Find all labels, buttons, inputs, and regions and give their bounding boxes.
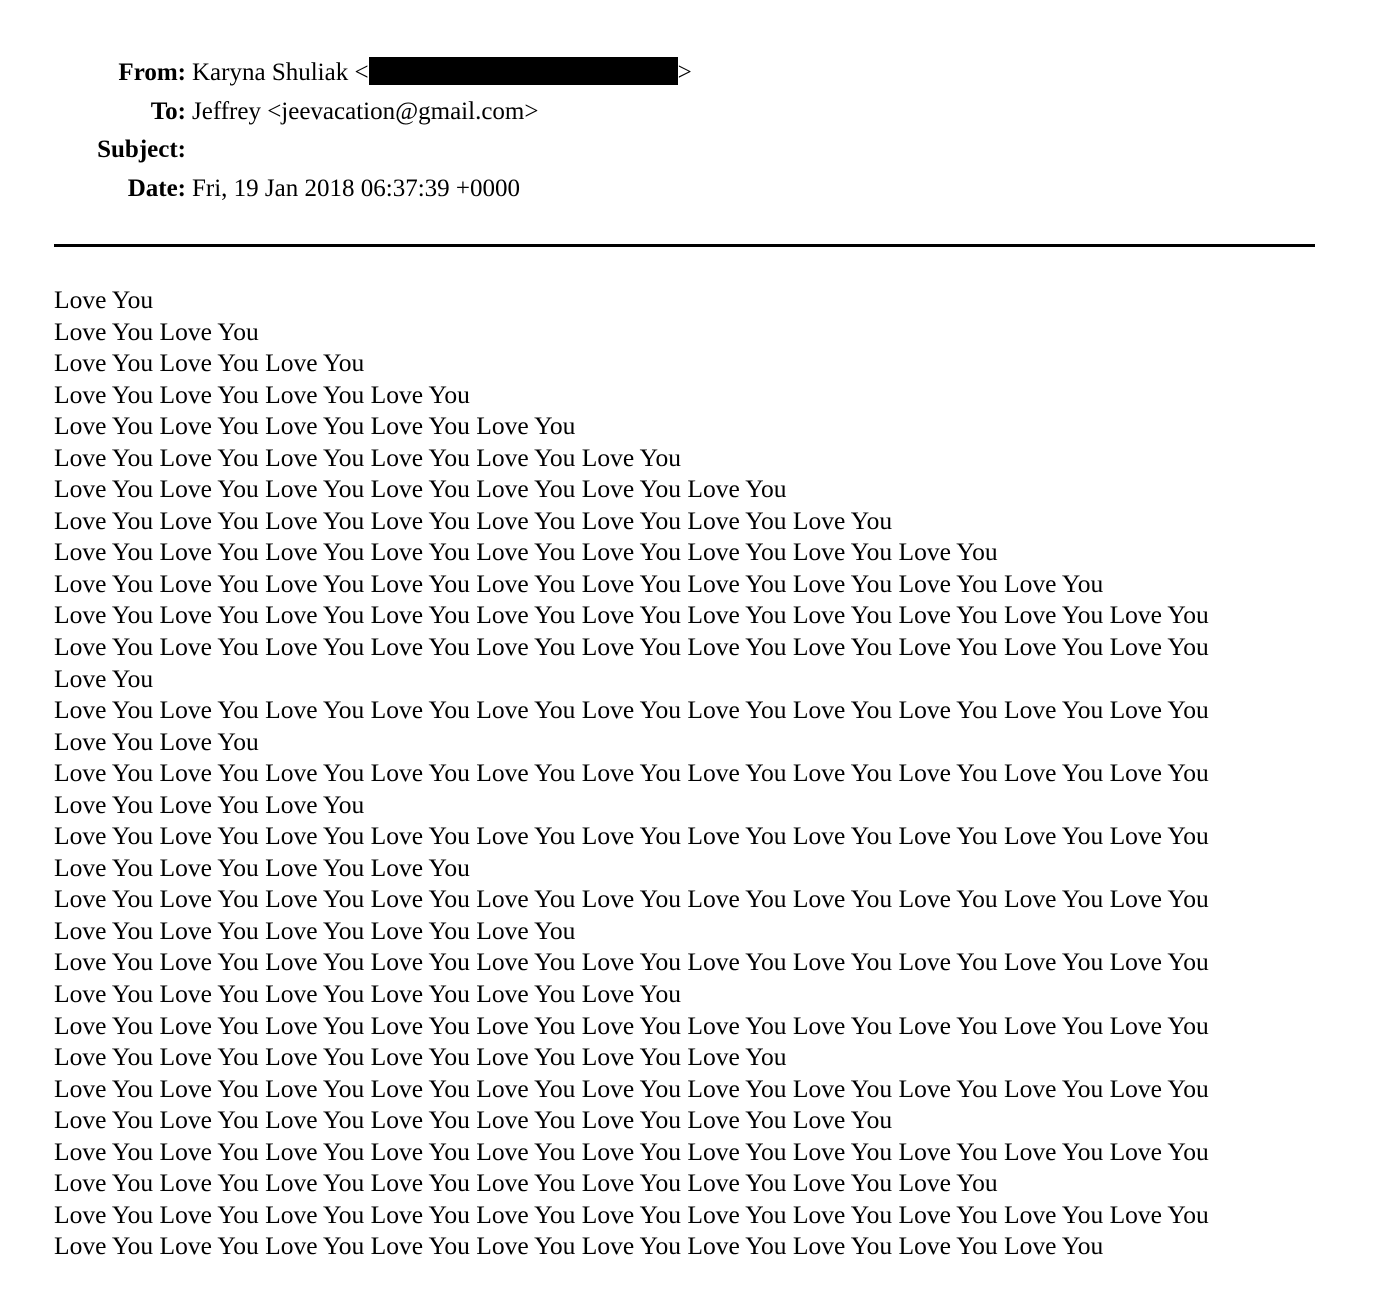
body-line: Love You Love You Love You Love You Love You Love You Love You Love You Love You Love You Love You [54, 947, 1209, 977]
from-value [192, 54, 692, 93]
body-line: Love You [54, 285, 154, 314]
body-line: Love You Love You Love You Love You Love You Love You Love You Love You Love You Love You Love You [54, 758, 1209, 788]
body-line: Love You Love You Love You Love You Love You Love You Love You [54, 1042, 787, 1072]
subject-label: Subject: [97, 136, 186, 164]
body-line: Love You Love You Love You Love You Love You Love You Love You Love You Love You [54, 1168, 998, 1198]
to-value: Jeffrey <jeevacation@gmail.com> [192, 97, 539, 125]
from-row [0, 54, 1380, 93]
date-label: Date: [127, 175, 186, 203]
body-line: Love You Love You Love You [54, 789, 365, 819]
date-value: Fri, 19 Jan 2018 06:37:39 +0000 [192, 175, 520, 203]
body-line: Love You Love You Love You Love You Love You Love You Love You Love You Love You Love You Love You [54, 632, 1209, 662]
body-line: Love You Love You Love You Love You [54, 852, 470, 882]
subject-row [0, 131, 1380, 170]
body-line: Love You Love You Love You Love You Love You Love You Love You Love You Love You Love You Love You [54, 821, 1209, 851]
to-row [0, 93, 1380, 132]
body-line: Love You Love You Love You Love You Love You Love You Love You Love You Love You Love You [54, 1231, 1104, 1261]
body-line: Love You Love You Love You Love You Love You Love You Love You [54, 474, 787, 504]
header-divider [54, 244, 1315, 247]
body-line: Love You Love You Love You Love You Love You Love You Love You Love You Love You Love You Love You [54, 884, 1209, 914]
body-line: Love You Love You Love You Love You Love You Love You [54, 442, 681, 472]
body-line: Love You Love You Love You Love You Love You Love You Love You Love You Love You Love You Love You [54, 1199, 1209, 1229]
body-line: Love You Love You [54, 316, 259, 346]
body-line: Love You Love You Love You Love You Love You Love You [54, 979, 681, 1009]
body-line: Love You Love You Love You Love You [54, 379, 470, 409]
to-label: To: [150, 97, 186, 125]
body-line: Love You Love You Love You Love You Love You [54, 411, 576, 441]
email-header [0, 54, 1380, 209]
body-line: Love You Love You Love You Love You Love You Love You Love You Love You [54, 505, 893, 535]
email-body [54, 284, 1334, 1262]
body-line: Love You Love You Love You Love You Love You Love You Love You Love You Love You Love You Love You [54, 1136, 1209, 1166]
body-line: Love You Love You Love You Love You Love You Love You Love You Love You Love You [54, 537, 998, 567]
body-line: Love You Love You Love You Love You Love You [54, 915, 576, 945]
body-line: Love You Love You Love You Love You Love You Love You Love You Love You Love You Love You Love You [54, 695, 1209, 725]
date-row [0, 170, 1380, 209]
body-line: Love You Love You [54, 726, 259, 756]
redaction-box [369, 57, 678, 85]
body-line: Love You Love You Love You Love You Love You Love You Love You Love You [54, 1105, 893, 1135]
from-label: From: [118, 59, 186, 86]
body-line: Love You Love You Love You Love You Love You Love You Love You Love You Love You Love You Love You [54, 600, 1209, 630]
body-line: Love You Love You Love You Love You Love You Love You Love You Love You Love You Love You Love You [54, 1073, 1209, 1103]
from-close: > [677, 59, 692, 86]
from-name: Karyna Shuliak < [192, 59, 369, 86]
body-line: Love You [54, 663, 154, 693]
body-line: Love You Love You Love You Love You Love You Love You Love You Love You Love You Love You [54, 568, 1104, 598]
body-line: Love You Love You Love You [54, 348, 365, 378]
body-line: Love You Love You Love You Love You Love You Love You Love You Love You Love You Love You Love You [54, 1010, 1209, 1040]
